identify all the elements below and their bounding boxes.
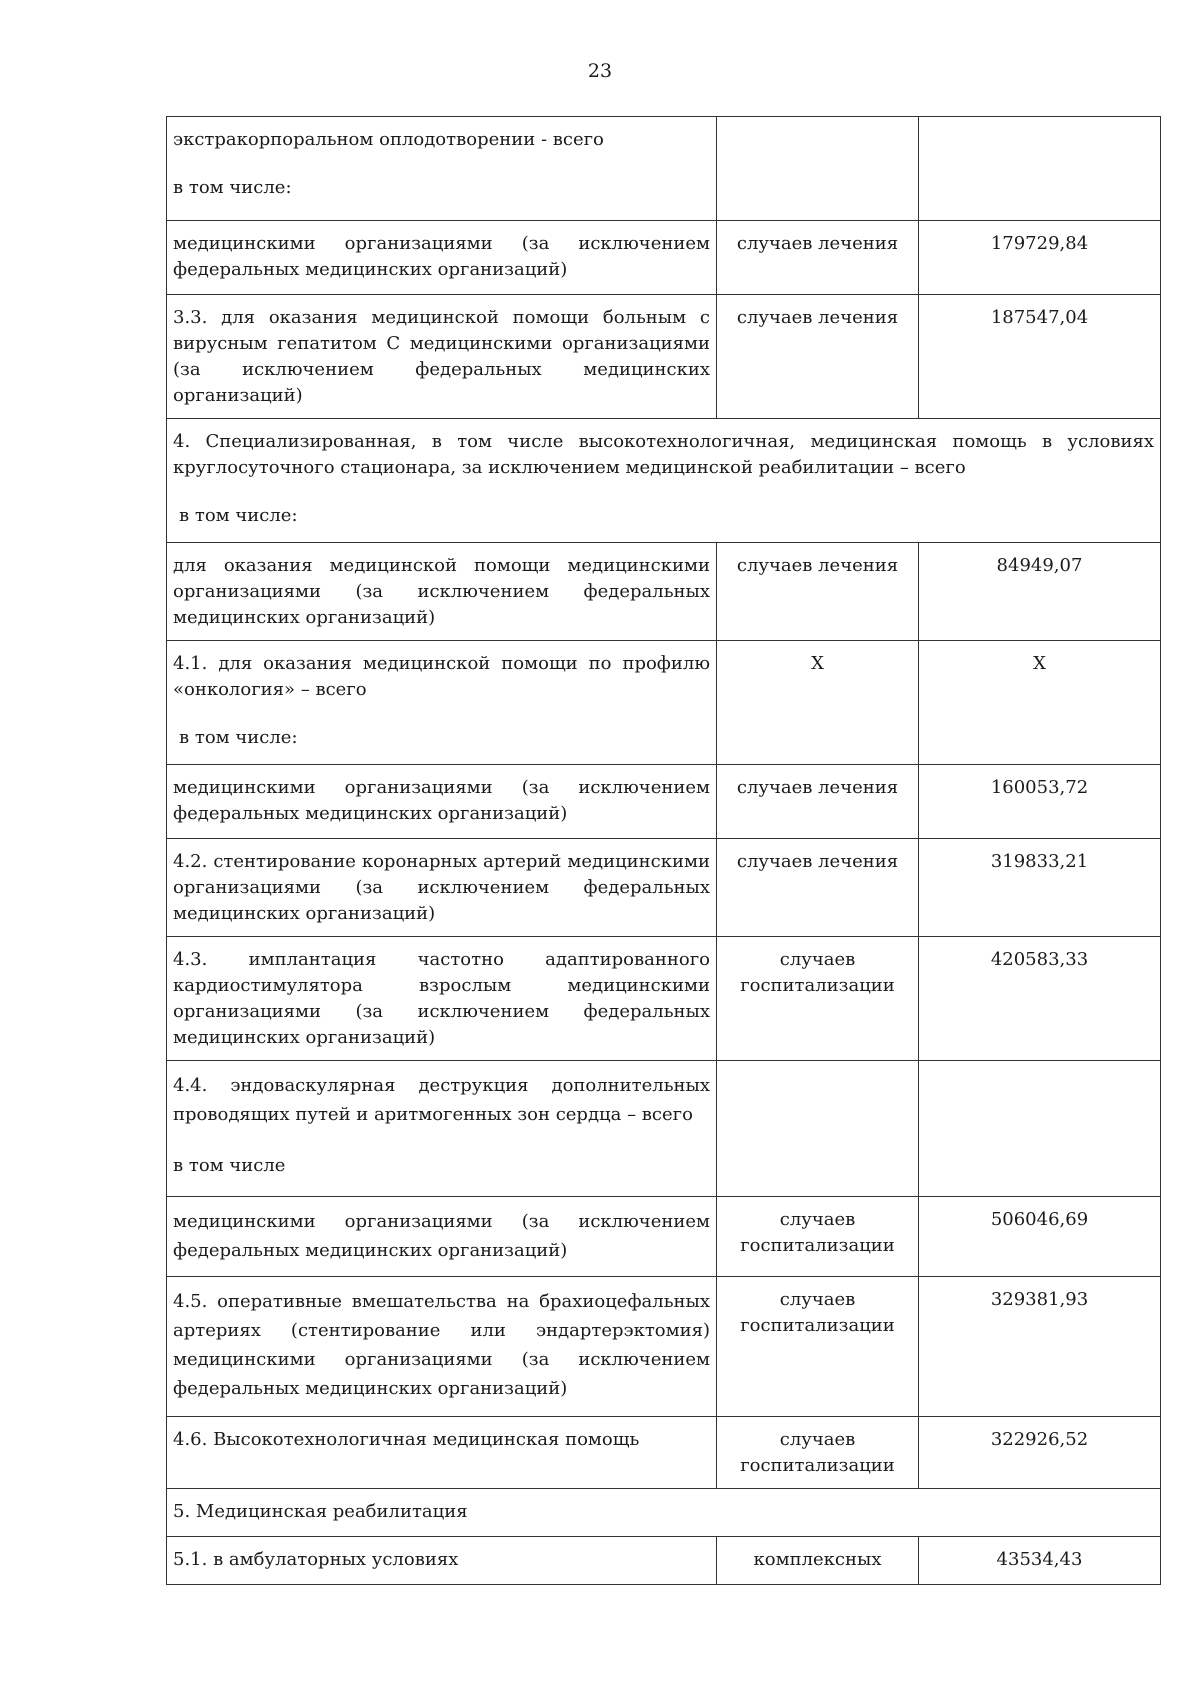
- row-subheading-text: в том числе:: [179, 727, 298, 748]
- row-unit-cell: случаев лечения: [717, 765, 919, 839]
- row-value-cell: 187547,04: [919, 295, 1161, 419]
- row-description-text: экстракорпоральном оплодотворении - всего: [173, 129, 604, 150]
- row-description-cell: 5.1. в амбулаторных условиях: [167, 1537, 717, 1585]
- section-heading-cell: 5. Медицинская реабилитация: [167, 1489, 1161, 1537]
- table-row: [167, 1197, 1161, 1277]
- row-description-cell: [167, 1061, 717, 1197]
- row-subheading-text: в том числе: [173, 1155, 286, 1176]
- row-value-cell: 420583,33: [919, 937, 1161, 1061]
- table-row-section: [167, 419, 1161, 543]
- row-description-cell: 4.5. оперативные вмешательства на брахиоцефальных артериях (стентирование или эндартерэктомия) медицинскими организациями (за исключением федеральных медицинских организаций): [167, 1277, 717, 1417]
- row-unit-cell: случаев госпитализации: [717, 937, 919, 1061]
- table-row: [167, 295, 1161, 419]
- row-value-cell: 319833,21: [919, 839, 1161, 937]
- row-value-cell: 179729,84: [919, 221, 1161, 295]
- row-unit-cell: случаев лечения: [717, 543, 919, 641]
- row-description-text: 4.4. эндоваскулярная деструкция дополнительных проводящих путей и аритмогенных зон сердца – всего: [173, 1075, 710, 1125]
- row-value-cell: 43534,43: [919, 1537, 1161, 1585]
- row-value-cell: 160053,72: [919, 765, 1161, 839]
- section-heading-cell: [167, 419, 1161, 543]
- row-description-cell: медицинскими организациями (за исключением федеральных медицинских организаций): [167, 221, 717, 295]
- row-description-cell: медицинскими организациями (за исключением федеральных медицинских организаций): [167, 765, 717, 839]
- section-heading-text: 4. Специализированная, в том числе высокотехнологичная, медицинская помощь в условиях круглосуточного стационара, за исключением медицинской реабилитации – всего: [173, 431, 1154, 478]
- page-number: 23: [587, 60, 613, 82]
- row-unit-cell: Х: [717, 641, 919, 765]
- row-unit-cell: случаев лечения: [717, 839, 919, 937]
- table-row: [167, 543, 1161, 641]
- row-unit-cell: случаев госпитализации: [717, 1277, 919, 1417]
- row-description-cell: 4.3. имплантация частотно адаптированного кардиостимулятора взрослым медицинскими организациями (за исключением федеральных медицинских организаций): [167, 937, 717, 1061]
- row-description-cell: 3.3. для оказания медицинской помощи больным с вирусным гепатитом С медицинскими организациями (за исключением федеральных медицинских организаций): [167, 295, 717, 419]
- row-unit-cell: случаев госпитализации: [717, 1417, 919, 1489]
- row-value-cell: [919, 117, 1161, 221]
- table-row-section: [167, 1489, 1161, 1537]
- row-description-cell: для оказания медицинской помощи медицинскими организациями (за исключением федеральных медицинских организаций): [167, 543, 717, 641]
- row-description-text: 4.1. для оказания медицинской помощи по профилю «онкология» – всего: [173, 653, 710, 700]
- table-row: [167, 641, 1161, 765]
- row-description-cell: [167, 641, 717, 765]
- row-description-cell: [167, 117, 717, 221]
- table-row: [167, 221, 1161, 295]
- table-row: [167, 839, 1161, 937]
- row-description-cell: 4.2. стентирование коронарных артерий медицинскими организациями (за исключением федеральных медицинских организаций): [167, 839, 717, 937]
- row-value-cell: Х: [919, 641, 1161, 765]
- table-row: [167, 765, 1161, 839]
- table-row: [167, 937, 1161, 1061]
- row-unit-cell: комплексных: [717, 1537, 919, 1585]
- row-description-cell: 4.6. Высокотехнологичная медицинская помощь: [167, 1417, 717, 1489]
- row-unit-cell: случаев лечения: [717, 221, 919, 295]
- table-row: [167, 1537, 1161, 1585]
- row-description-cell: медицинскими организациями (за исключением федеральных медицинских организаций): [167, 1197, 717, 1277]
- table-row: [167, 1277, 1161, 1417]
- row-unit-cell: случаев госпитализации: [717, 1197, 919, 1277]
- row-unit-cell: [717, 117, 919, 221]
- table-row: [167, 1417, 1161, 1489]
- row-value-cell: [919, 1061, 1161, 1197]
- row-subheading-text: в том числе:: [179, 505, 298, 526]
- table-row: [167, 117, 1161, 221]
- row-value-cell: 322926,52: [919, 1417, 1161, 1489]
- row-value-cell: 84949,07: [919, 543, 1161, 641]
- row-value-cell: 506046,69: [919, 1197, 1161, 1277]
- row-subheading-text: в том числе:: [173, 177, 292, 198]
- row-unit-cell: случаев лечения: [717, 295, 919, 419]
- tariff-table: [166, 116, 1161, 1585]
- row-unit-cell: [717, 1061, 919, 1197]
- row-value-cell: 329381,93: [919, 1277, 1161, 1417]
- table-row: [167, 1061, 1161, 1197]
